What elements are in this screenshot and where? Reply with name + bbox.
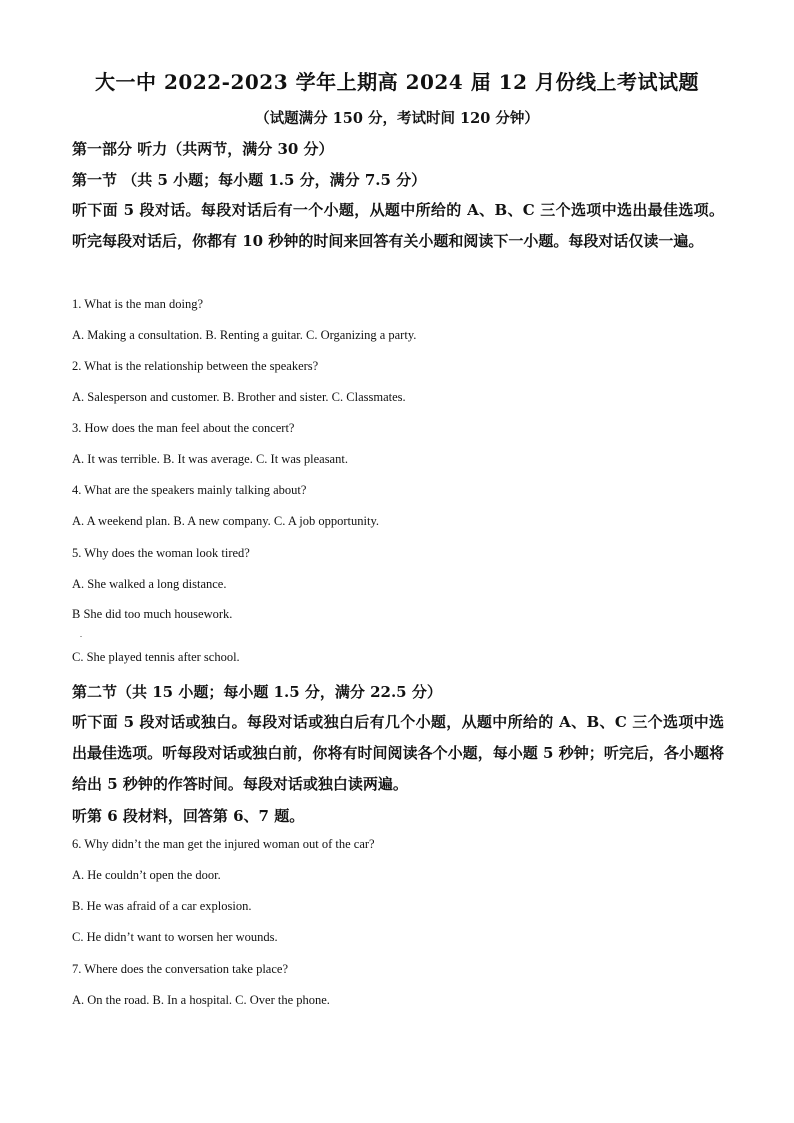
material-6-heading: 听第 6 段材料，回答第 6、7 题。 bbox=[72, 807, 305, 825]
question-5: 5. Why does the woman look tired? bbox=[72, 546, 250, 560]
question-2: 2. What is the relationship between the speakers? bbox=[72, 359, 319, 373]
question-4-options: A. A weekend plan. B. A new company. C. A job opportunity. bbox=[72, 514, 380, 528]
part1-heading: 第一部分 听力（共两节，满分 30 分） bbox=[72, 140, 334, 158]
question-7-options: A. On the road. B. In a hospital. C. Over the phone. bbox=[72, 993, 330, 1007]
section2-instructions: 听下面 5 段对话或独白。每段对话或独白后有几个小题，从题中所给的 A、B、C 三个选项中选出最佳选项。听每段对话或独白前，你将有时间阅读各个小题，每小题 5 秒钟；听完后，各小题将给出 5 秒钟的作答时间。每段对话或独白读两遍。 bbox=[72, 713, 724, 793]
question-5-option-a: A. She walked a long distance. bbox=[72, 577, 227, 591]
question-6: 6. Why didn’t the man get the injured woman out of the car? bbox=[72, 837, 375, 851]
question-1-options: A. Making a consultation. B. Renting a guitar. C. Organizing a party. bbox=[72, 328, 417, 342]
question-6-option-c: C. He didn’t want to worsen her wounds. bbox=[72, 930, 278, 944]
question-4: 4. What are the speakers mainly talking about? bbox=[72, 483, 307, 497]
question-5-option-b: B She did too much housework. bbox=[72, 607, 233, 621]
exam-subtitle: （试题满分 150 分，考试时间 120 分钟） bbox=[255, 110, 539, 127]
question-7: 7. Where does the conversation take place? bbox=[72, 962, 288, 976]
question-6-option-a: A. He couldn’t open the door. bbox=[72, 868, 221, 882]
stray-mark: . bbox=[80, 630, 82, 639]
question-3: 3. How does the man feel about the concert? bbox=[72, 421, 295, 435]
section1-instructions: 听下面 5 段对话。每段对话后有一个小题，从题中所给的 A、B、C 三个选项中选出最佳选项。听完每段对话后，你都有 10 秒钟的时间来回答有关小题和阅读下一小题。每段对话仅读一遍。 bbox=[72, 201, 724, 250]
section1-heading: 第一节 （共 5 小题；每小题 1.5 分，满分 7.5 分） bbox=[72, 171, 427, 189]
question-1: 1. What is the man doing? bbox=[72, 297, 203, 311]
exam-title: 大一中 2022-2023 学年上期高 2024 届 12 月份线上考试试题 bbox=[95, 70, 699, 94]
question-3-options: A. It was terrible. B. It was average. C. It was pleasant. bbox=[72, 452, 348, 466]
question-2-options: A. Salesperson and customer. B. Brother and sister. C. Classmates. bbox=[72, 390, 406, 404]
question-5-option-c: C. She played tennis after school. bbox=[72, 650, 240, 664]
question-6-option-b: B. He was afraid of a car explosion. bbox=[72, 899, 252, 913]
section2-heading: 第二节（共 15 小题；每小题 1.5 分，满分 22.5 分） bbox=[72, 683, 442, 701]
